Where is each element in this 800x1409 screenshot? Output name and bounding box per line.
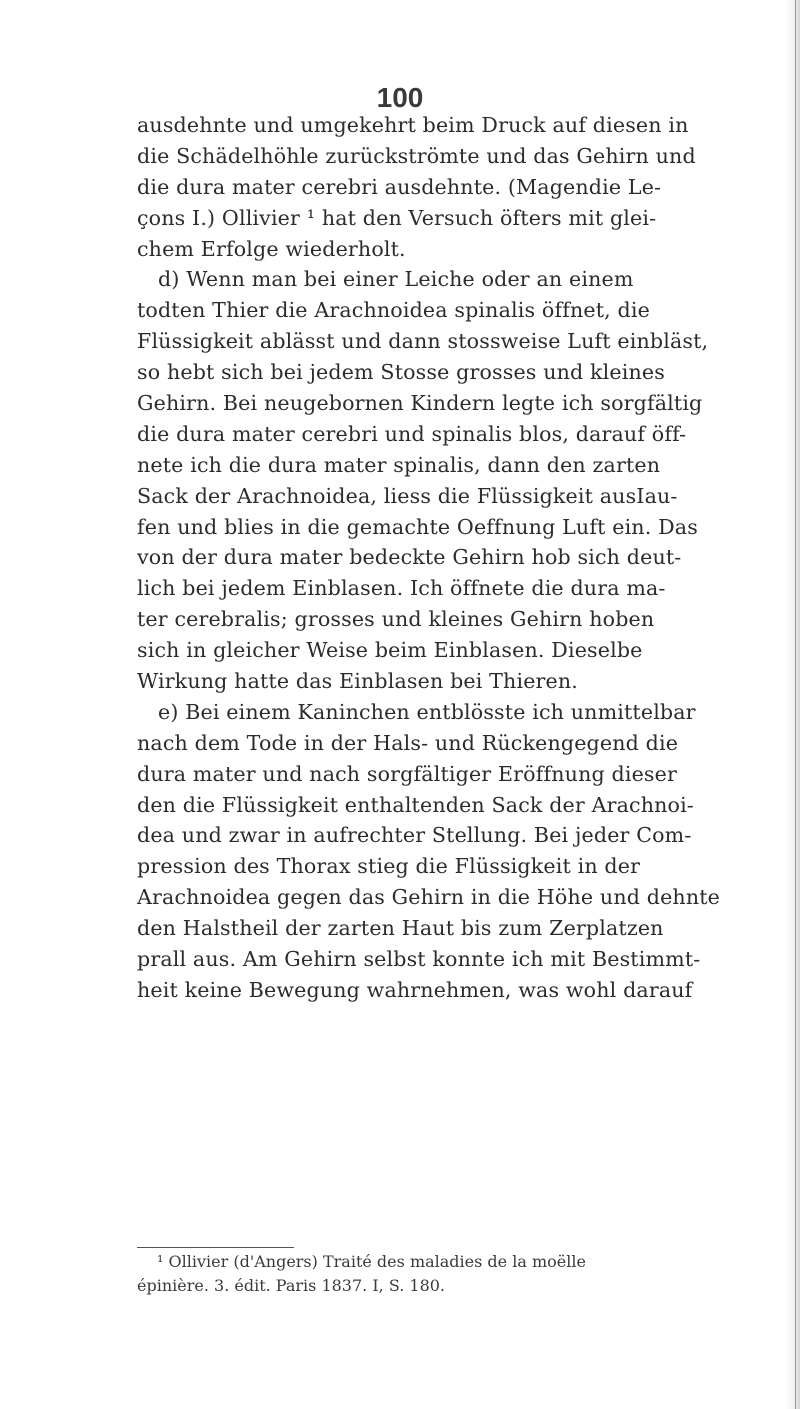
page-edge-shadow <box>786 0 800 1409</box>
footnote-line: ¹ Ollivier (d'Angers) Traité des maladies de la moëlle <box>157 1252 586 1271</box>
text-line: heit keine Bewegung wahrnehmen, was wohl darauf <box>137 977 693 1002</box>
text-line: ter cerebralis; grosses und kleines Gehirn hoben <box>137 607 655 632</box>
text-line: Wirkung hatte das Einblasen bei Thieren. <box>137 669 578 694</box>
page-number: 100 <box>376 82 424 113</box>
text-line: prall aus. Am Gehirn selbst konnte ich mit Bestimmt- <box>137 947 701 972</box>
body-text <box>137 110 777 1006</box>
text-line: den die Flüssigkeit enthaltenden Sack der Arachnoi- <box>137 792 694 817</box>
text-line: e) Bei einem Kaninchen entblösste ich unmittelbar <box>158 699 696 724</box>
footnote-line: épinière. 3. édit. Paris 1837. I, S. 180. <box>137 1276 446 1295</box>
text-line: chem Erfolge wiederholt. <box>137 236 406 261</box>
text-line: Arachnoidea gegen das Gehirn in die Höhe und dehnte <box>137 885 721 910</box>
text-line: dura mater und nach sorgfältiger Eröffnung dieser <box>137 761 677 786</box>
text-line: sich in gleicher Weise beim Einblasen. Dieselbe <box>137 638 643 663</box>
text-line: so hebt sich bei jedem Stosse grosses und kleines <box>137 360 665 385</box>
text-line: Flüssigkeit ablässt und dann stossweise Luft einbläst, <box>137 329 709 354</box>
text-line: fen und blies in die gemachte Oeffnung Luft ein. Das <box>137 514 698 539</box>
text-line: die dura mater cerebri ausdehnte. (Magendie Le- <box>137 174 662 199</box>
text-line: Sack der Arachnoidea, liess die Flüssigkeit ausIau- <box>137 483 678 508</box>
text-line: lich bei jedem Einblasen. Ich öffnete die dura ma- <box>137 576 666 601</box>
text-line: nete ich die dura mater spinalis, dann den zarten <box>137 452 661 477</box>
text-line: die Schädelhöhle zurückströmte und das Gehirn und <box>137 143 696 168</box>
page-edge-line <box>795 0 796 1409</box>
text-line: den Halstheil der zarten Haut bis zum Zerplatzen <box>137 916 664 941</box>
footnote-divider <box>137 1247 294 1248</box>
footnotes <box>137 1250 777 1298</box>
text-line: die dura mater cerebri und spinalis blos, darauf öff- <box>137 421 687 446</box>
text-line: d) Wenn man bei einer Leiche oder an einem <box>158 267 634 292</box>
text-line: Gehirn. Bei neugebornen Kindern legte ich sorgfältig <box>137 391 703 416</box>
text-line: dea und zwar in aufrechter Stellung. Bei jeder Com- <box>137 823 692 848</box>
text-line: nach dem Tode in der Hals- und Rückengegend die <box>137 730 679 755</box>
text-line: çons I.) Ollivier ¹ hat den Versuch öfters mit glei- <box>137 205 657 230</box>
text-line: ausdehnte und umgekehrt beim Druck auf diesen in <box>137 113 689 137</box>
text-line: todten Thier die Arachnoidea spinalis öffnet, die <box>137 298 650 323</box>
text-line: pression des Thorax stieg die Flüssigkeit in der <box>137 854 641 879</box>
text-line: von der dura mater bedeckte Gehirn hob sich deut- <box>137 545 682 570</box>
